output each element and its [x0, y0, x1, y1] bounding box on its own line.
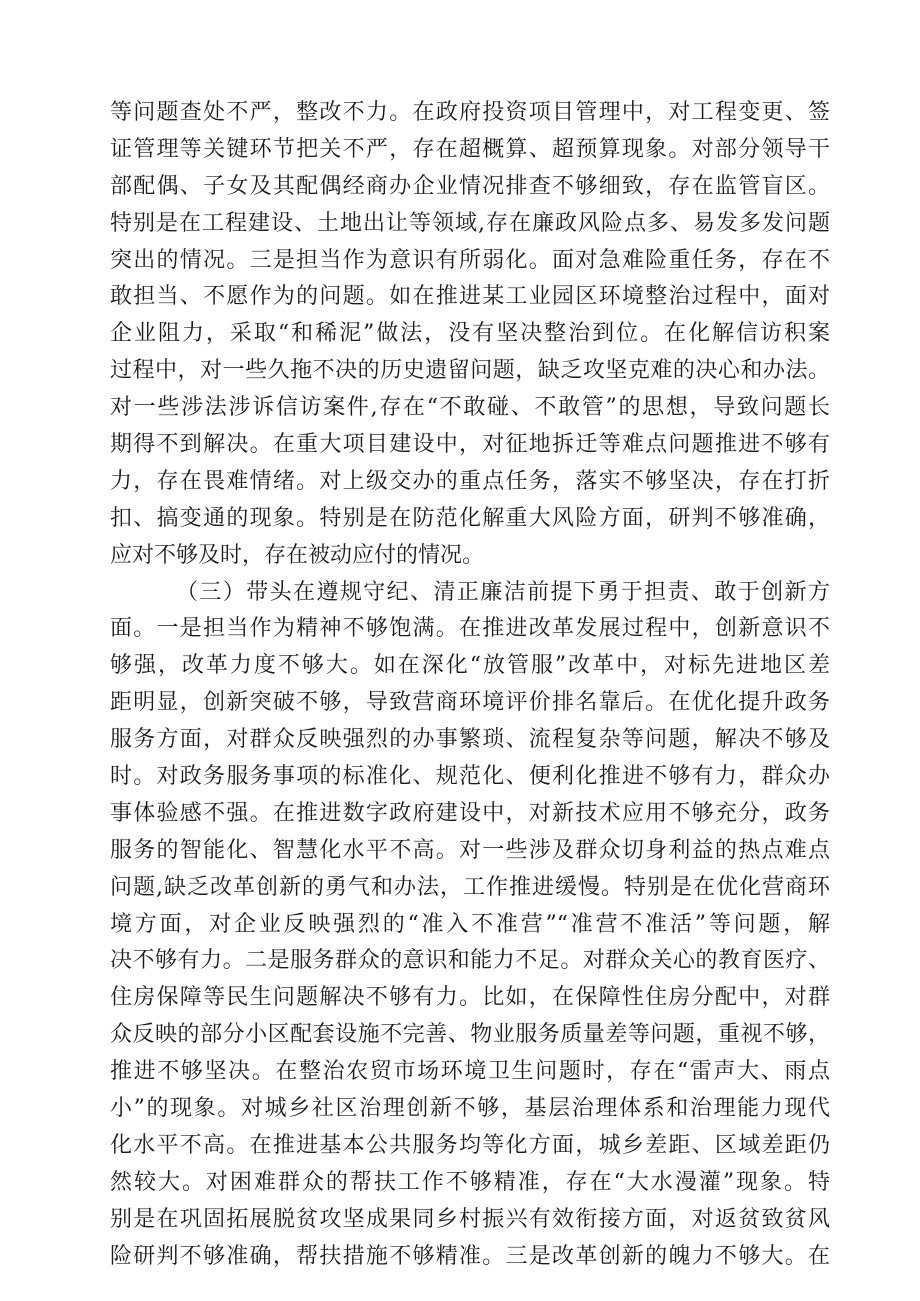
text-line: 问题,缺乏改革创新的勇气和办法，工作推进缓慢。特别是在优化营商环	[110, 874, 830, 900]
text-line: 推进不够坚决。在整治农贸市场环境卫生问题时，存在“雷声大、雨点	[110, 1059, 830, 1085]
text-line: 力，存在畏难情绪。对上级交办的重点任务，落实不够坚决，存在打折	[110, 468, 830, 494]
text-line: 部配偶、子女及其配偶经商办企业情况排查不够细致，存在监管盲区。	[110, 173, 830, 199]
body-text	[110, 95, 830, 1276]
text-line: 距明显，创新突破不够，导致营商环境评价排名靠后。在优化提升政务	[110, 690, 830, 716]
text-line: 境方面，对企业反映强烈的“准入不准营”“准营不准活”等问题，解	[110, 911, 830, 937]
section-heading-line: （三）带头在遵规守纪、清正廉洁前提下勇于担责、敢于创新方	[176, 579, 830, 605]
text-line: 过程中，对一些久拖不决的历史遗留问题，缺乏攻坚克难的决心和办法。	[110, 358, 830, 384]
text-line: 小”的现象。对城乡社区治理创新不够，基层治理体系和治理能力现代	[110, 1096, 830, 1122]
text-line: 期得不到解决。在重大项目建设中，对征地拆迁等难点问题推进不够有	[110, 432, 830, 458]
text-line: 够强，改革力度不够大。如在深化“放管服”改革中，对标先进地区差	[110, 653, 830, 679]
text-line: 险研判不够准确，帮扶措施不够精准。三是改革创新的魄力不够大。在	[110, 1243, 830, 1269]
text-line: 事体验感不强。在推进数字政府建设中，对新技术应用不够充分，政务	[110, 800, 830, 826]
text-line: 服务方面，对群众反映强烈的办事繁琐、流程复杂等问题，解决不够及	[110, 727, 830, 753]
text-line: 特别是在工程建设、土地出让等领域,存在廉政风险点多、易发多发问题	[110, 210, 830, 236]
text-line: 面。一是担当作为精神不够饱满。在推进改革发展过程中，创新意识不	[110, 616, 830, 642]
text-line: 证管理等关键环节把关不严，存在超概算、超预算现象。对部分领导干	[110, 136, 830, 162]
text-line: 应对不够及时，存在被动应付的情况。	[110, 542, 485, 568]
text-line: 众反映的部分小区配套设施不完善、物业服务质量差等问题，重视不够，	[110, 1022, 830, 1048]
text-line: 然较大。对困难群众的帮扶工作不够精准，存在“大水漫灌”现象。特	[110, 1169, 830, 1195]
text-line: 化水平不高。在推进基本公共服务均等化方面，城乡差距、区域差距仍	[110, 1132, 830, 1158]
text-line: 住房保障等民生问题解决不够有力。比如，在保障性住房分配中，对群	[110, 985, 830, 1011]
text-line: 时。对政务服务事项的标准化、规范化、便利化推进不够有力，群众办	[110, 764, 830, 790]
text-line: 服务的智能化、智慧化水平不高。对一些涉及群众切身利益的热点难点	[110, 837, 830, 863]
text-line: 对一些涉法涉诉信访案件,存在“不敢碰、不敢管”的思想，导致问题长	[110, 395, 830, 421]
text-line: 突出的情况。三是担当作为意识有所弱化。面对急难险重任务，存在不	[110, 247, 830, 273]
text-line: 别是在巩固拓展脱贫攻坚成果同乡村振兴有效衔接方面，对返贫致贫风	[110, 1206, 830, 1232]
text-line: 扣、搞变通的现象。特别是在防范化解重大风险方面，研判不够准确，	[110, 505, 830, 531]
text-line: 决不够有力。二是服务群众的意识和能力不足。对群众关心的教育医疗、	[110, 948, 830, 974]
text-line: 敢担当、不愿作为的问题。如在推进某工业园区环境整治过程中，面对	[110, 284, 830, 310]
text-line: 等问题查处不严，整改不力。在政府投资项目管理中，对工程变更、签	[110, 100, 830, 125]
text-line: 企业阻力，采取“和稀泥”做法，没有坚决整治到位。在化解信访积案	[110, 321, 830, 347]
